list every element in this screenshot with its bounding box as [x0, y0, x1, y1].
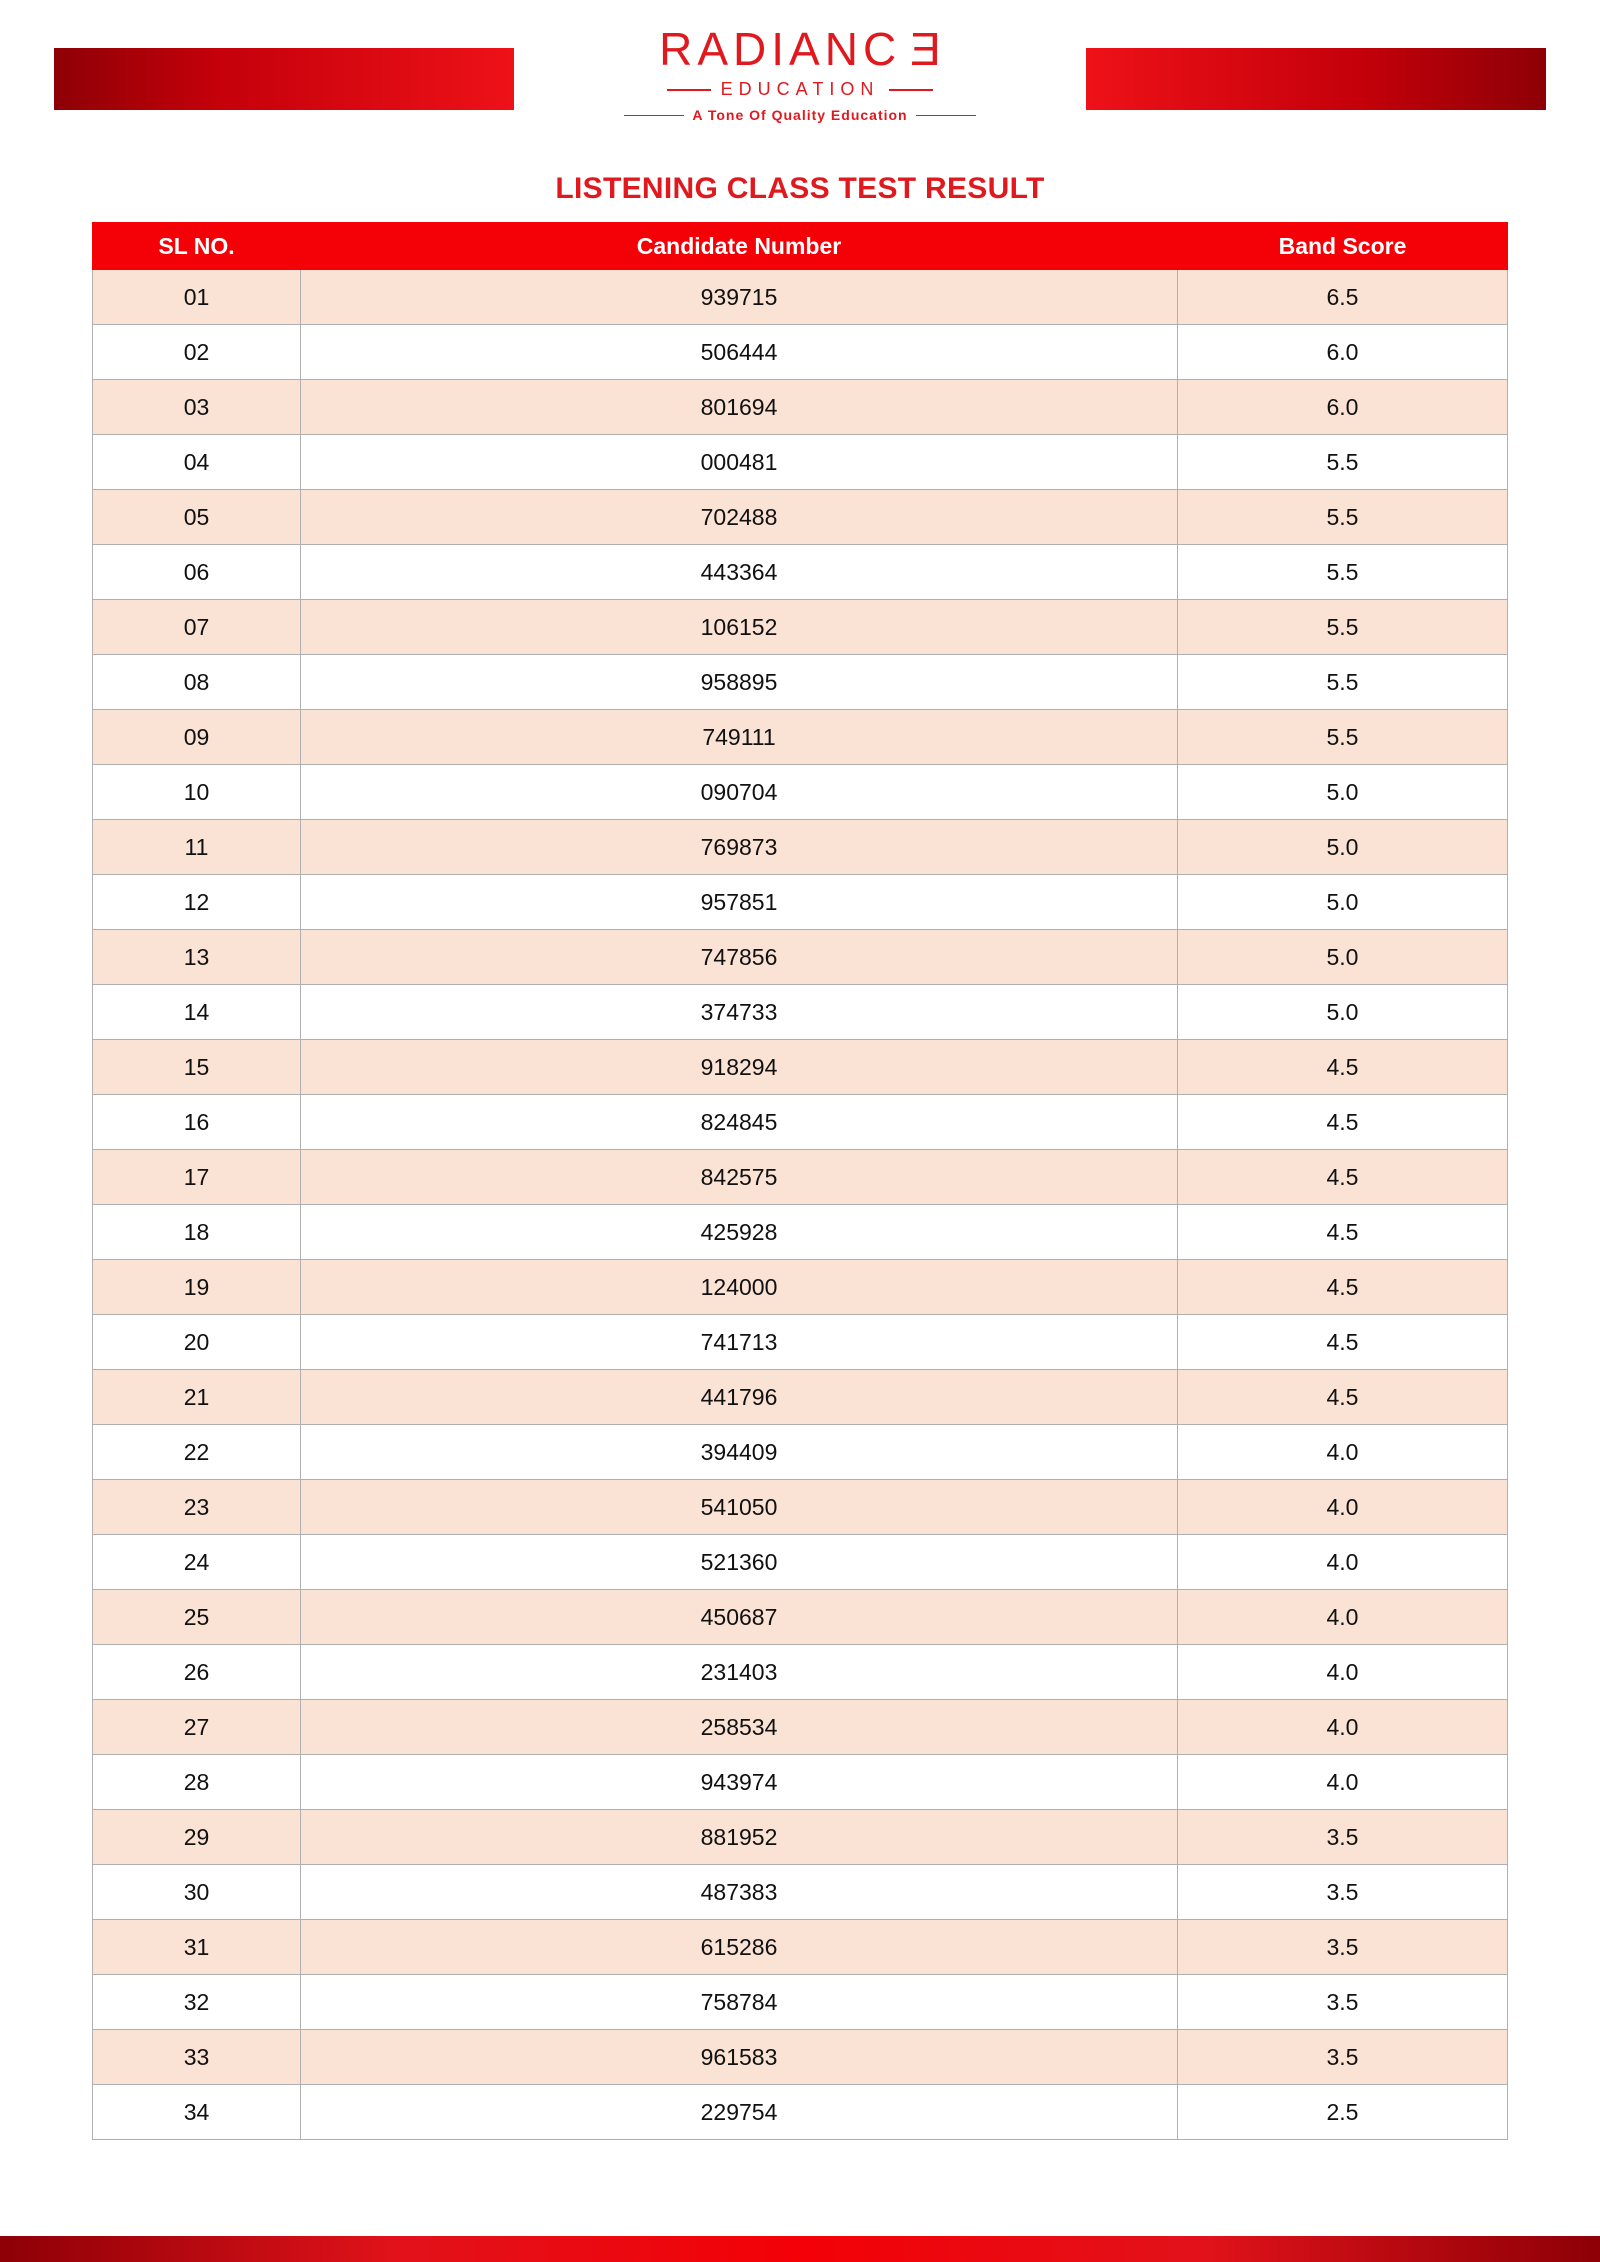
table-row: [93, 600, 1508, 655]
table-row: [93, 1370, 1508, 1425]
cell-sl-no: 01: [93, 270, 301, 325]
cell-candidate-number: 758784: [301, 1975, 1178, 2030]
table-row: [93, 2085, 1508, 2140]
cell-candidate-number: 229754: [301, 2085, 1178, 2140]
brand-subtitle: EDUCATION: [720, 79, 880, 99]
cell-sl-no: 17: [93, 1150, 301, 1205]
table-row: [93, 270, 1508, 325]
cell-band-score: 5.0: [1178, 820, 1508, 875]
cell-sl-no: 29: [93, 1810, 301, 1865]
cell-candidate-number: 615286: [301, 1920, 1178, 1975]
cell-sl-no: 20: [93, 1315, 301, 1370]
cell-band-score: 4.0: [1178, 1480, 1508, 1535]
cell-candidate-number: 000481: [301, 435, 1178, 490]
brand-tagline-row: [600, 107, 1000, 123]
cell-sl-no: 12: [93, 875, 301, 930]
table-row: [93, 1755, 1508, 1810]
table-row: [93, 490, 1508, 545]
cell-band-score: 4.0: [1178, 1590, 1508, 1645]
results-table-head: [93, 223, 1508, 270]
cell-candidate-number: 231403: [301, 1645, 1178, 1700]
page-header: [0, 0, 1600, 170]
cell-band-score: 4.5: [1178, 1205, 1508, 1260]
table-row: [93, 1150, 1508, 1205]
cell-candidate-number: 521360: [301, 1535, 1178, 1590]
table-row: [93, 2030, 1508, 2085]
cell-band-score: 3.5: [1178, 2030, 1508, 2085]
cell-band-score: 5.5: [1178, 655, 1508, 710]
brand-subtitle-row: [600, 79, 1000, 100]
cell-sl-no: 25: [93, 1590, 301, 1645]
cell-sl-no: 31: [93, 1920, 301, 1975]
brand-tagline: A Tone Of Quality Education: [692, 107, 908, 123]
table-row: [93, 1095, 1508, 1150]
cell-sl-no: 16: [93, 1095, 301, 1150]
cell-sl-no: 04: [93, 435, 301, 490]
cell-sl-no: 10: [93, 765, 301, 820]
tagline-rule-right-icon: [916, 115, 976, 116]
cell-sl-no: 28: [93, 1755, 301, 1810]
cell-candidate-number: 487383: [301, 1865, 1178, 1920]
cell-candidate-number: 939715: [301, 270, 1178, 325]
cell-candidate-number: 801694: [301, 380, 1178, 435]
table-row: [93, 930, 1508, 985]
cell-band-score: 4.5: [1178, 1095, 1508, 1150]
table-row: [93, 710, 1508, 765]
cell-sl-no: 30: [93, 1865, 301, 1920]
cell-sl-no: 34: [93, 2085, 301, 2140]
cell-band-score: 5.5: [1178, 490, 1508, 545]
table-row: [93, 1590, 1508, 1645]
column-header-sl-no: SL NO.: [93, 223, 301, 270]
cell-candidate-number: 918294: [301, 1040, 1178, 1095]
cell-band-score: 4.0: [1178, 1755, 1508, 1810]
cell-band-score: 4.0: [1178, 1645, 1508, 1700]
results-table: [92, 222, 1508, 2140]
brand-logo: [600, 0, 1000, 123]
cell-candidate-number: 425928: [301, 1205, 1178, 1260]
cell-band-score: 4.0: [1178, 1700, 1508, 1755]
rule-right-icon: [889, 89, 933, 91]
cell-candidate-number: 769873: [301, 820, 1178, 875]
table-row: [93, 545, 1508, 600]
cell-sl-no: 13: [93, 930, 301, 985]
cell-candidate-number: 702488: [301, 490, 1178, 545]
header-bar-right: [1086, 48, 1546, 110]
tagline-rule-left-icon: [624, 115, 684, 116]
cell-sl-no: 27: [93, 1700, 301, 1755]
table-row: [93, 1315, 1508, 1370]
cell-candidate-number: 824845: [301, 1095, 1178, 1150]
table-row: [93, 1535, 1508, 1590]
cell-sl-no: 21: [93, 1370, 301, 1425]
cell-band-score: 3.5: [1178, 1865, 1508, 1920]
cell-candidate-number: 881952: [301, 1810, 1178, 1865]
cell-sl-no: 05: [93, 490, 301, 545]
cell-candidate-number: 258534: [301, 1700, 1178, 1755]
header-bar-left: [54, 48, 514, 110]
cell-candidate-number: 443364: [301, 545, 1178, 600]
cell-band-score: 4.5: [1178, 1150, 1508, 1205]
cell-candidate-number: 749111: [301, 710, 1178, 765]
table-row: [93, 1425, 1508, 1480]
cell-candidate-number: 961583: [301, 2030, 1178, 2085]
table-row: [93, 1205, 1508, 1260]
table-row: [93, 1810, 1508, 1865]
table-row: [93, 1480, 1508, 1535]
cell-sl-no: 07: [93, 600, 301, 655]
cell-band-score: 3.5: [1178, 1810, 1508, 1865]
cell-band-score: 4.0: [1178, 1425, 1508, 1480]
cell-sl-no: 06: [93, 545, 301, 600]
cell-sl-no: 18: [93, 1205, 301, 1260]
cell-band-score: 4.5: [1178, 1315, 1508, 1370]
page-title: LISTENING CLASS TEST RESULT: [555, 172, 1045, 205]
cell-band-score: 3.5: [1178, 1920, 1508, 1975]
cell-sl-no: 24: [93, 1535, 301, 1590]
rule-left-icon: [667, 89, 711, 91]
cell-candidate-number: 124000: [301, 1260, 1178, 1315]
cell-candidate-number: 842575: [301, 1150, 1178, 1205]
cell-band-score: 5.5: [1178, 710, 1508, 765]
results-table-container: [0, 222, 1600, 2140]
cell-band-score: 2.5: [1178, 2085, 1508, 2140]
cell-candidate-number: 943974: [301, 1755, 1178, 1810]
cell-band-score: 6.5: [1178, 270, 1508, 325]
table-row: [93, 1040, 1508, 1095]
table-row: [93, 1975, 1508, 2030]
cell-sl-no: 08: [93, 655, 301, 710]
cell-sl-no: 32: [93, 1975, 301, 2030]
cell-sl-no: 03: [93, 380, 301, 435]
brand-name: [600, 23, 1000, 75]
cell-band-score: 4.0: [1178, 1535, 1508, 1590]
cell-sl-no: 19: [93, 1260, 301, 1315]
cell-candidate-number: 441796: [301, 1370, 1178, 1425]
table-row: [93, 655, 1508, 710]
cell-candidate-number: 090704: [301, 765, 1178, 820]
column-header-candidate-number: Candidate Number: [301, 223, 1178, 270]
cell-sl-no: 22: [93, 1425, 301, 1480]
footer-bar: [0, 2236, 1600, 2262]
cell-band-score: 5.0: [1178, 985, 1508, 1040]
column-header-band-score: Band Score: [1178, 223, 1508, 270]
cell-band-score: 5.0: [1178, 765, 1508, 820]
cell-sl-no: 23: [93, 1480, 301, 1535]
cell-band-score: 5.5: [1178, 600, 1508, 655]
table-row: [93, 820, 1508, 875]
results-table-body: [93, 270, 1508, 2140]
cell-candidate-number: 957851: [301, 875, 1178, 930]
table-row: [93, 380, 1508, 435]
cell-sl-no: 11: [93, 820, 301, 875]
cell-band-score: 5.5: [1178, 435, 1508, 490]
cell-band-score: 4.5: [1178, 1040, 1508, 1095]
cell-band-score: 4.5: [1178, 1370, 1508, 1425]
table-row: [93, 1865, 1508, 1920]
cell-sl-no: 33: [93, 2030, 301, 2085]
table-header-row: [93, 223, 1508, 270]
cell-band-score: 4.5: [1178, 1260, 1508, 1315]
cell-sl-no: 14: [93, 985, 301, 1040]
cell-candidate-number: 747856: [301, 930, 1178, 985]
table-row: [93, 435, 1508, 490]
table-row: [93, 1260, 1508, 1315]
cell-band-score: 5.0: [1178, 930, 1508, 985]
table-row: [93, 765, 1508, 820]
cell-band-score: 5.5: [1178, 545, 1508, 600]
cell-band-score: 6.0: [1178, 380, 1508, 435]
table-row: [93, 1700, 1508, 1755]
cell-candidate-number: 450687: [301, 1590, 1178, 1645]
table-row: [93, 875, 1508, 930]
cell-candidate-number: 541050: [301, 1480, 1178, 1535]
brand-name-flipped-e: E: [905, 23, 941, 75]
brand-name-main: RADIANC: [659, 23, 902, 75]
cell-candidate-number: 106152: [301, 600, 1178, 655]
cell-sl-no: 26: [93, 1645, 301, 1700]
table-row: [93, 1645, 1508, 1700]
cell-candidate-number: 374733: [301, 985, 1178, 1040]
table-row: [93, 985, 1508, 1040]
cell-band-score: 5.0: [1178, 875, 1508, 930]
table-row: [93, 325, 1508, 380]
cell-candidate-number: 506444: [301, 325, 1178, 380]
cell-band-score: 3.5: [1178, 1975, 1508, 2030]
cell-band-score: 6.0: [1178, 325, 1508, 380]
table-row: [93, 1920, 1508, 1975]
cell-candidate-number: 394409: [301, 1425, 1178, 1480]
cell-sl-no: 09: [93, 710, 301, 765]
cell-candidate-number: 958895: [301, 655, 1178, 710]
cell-sl-no: 02: [93, 325, 301, 380]
cell-candidate-number: 741713: [301, 1315, 1178, 1370]
cell-sl-no: 15: [93, 1040, 301, 1095]
